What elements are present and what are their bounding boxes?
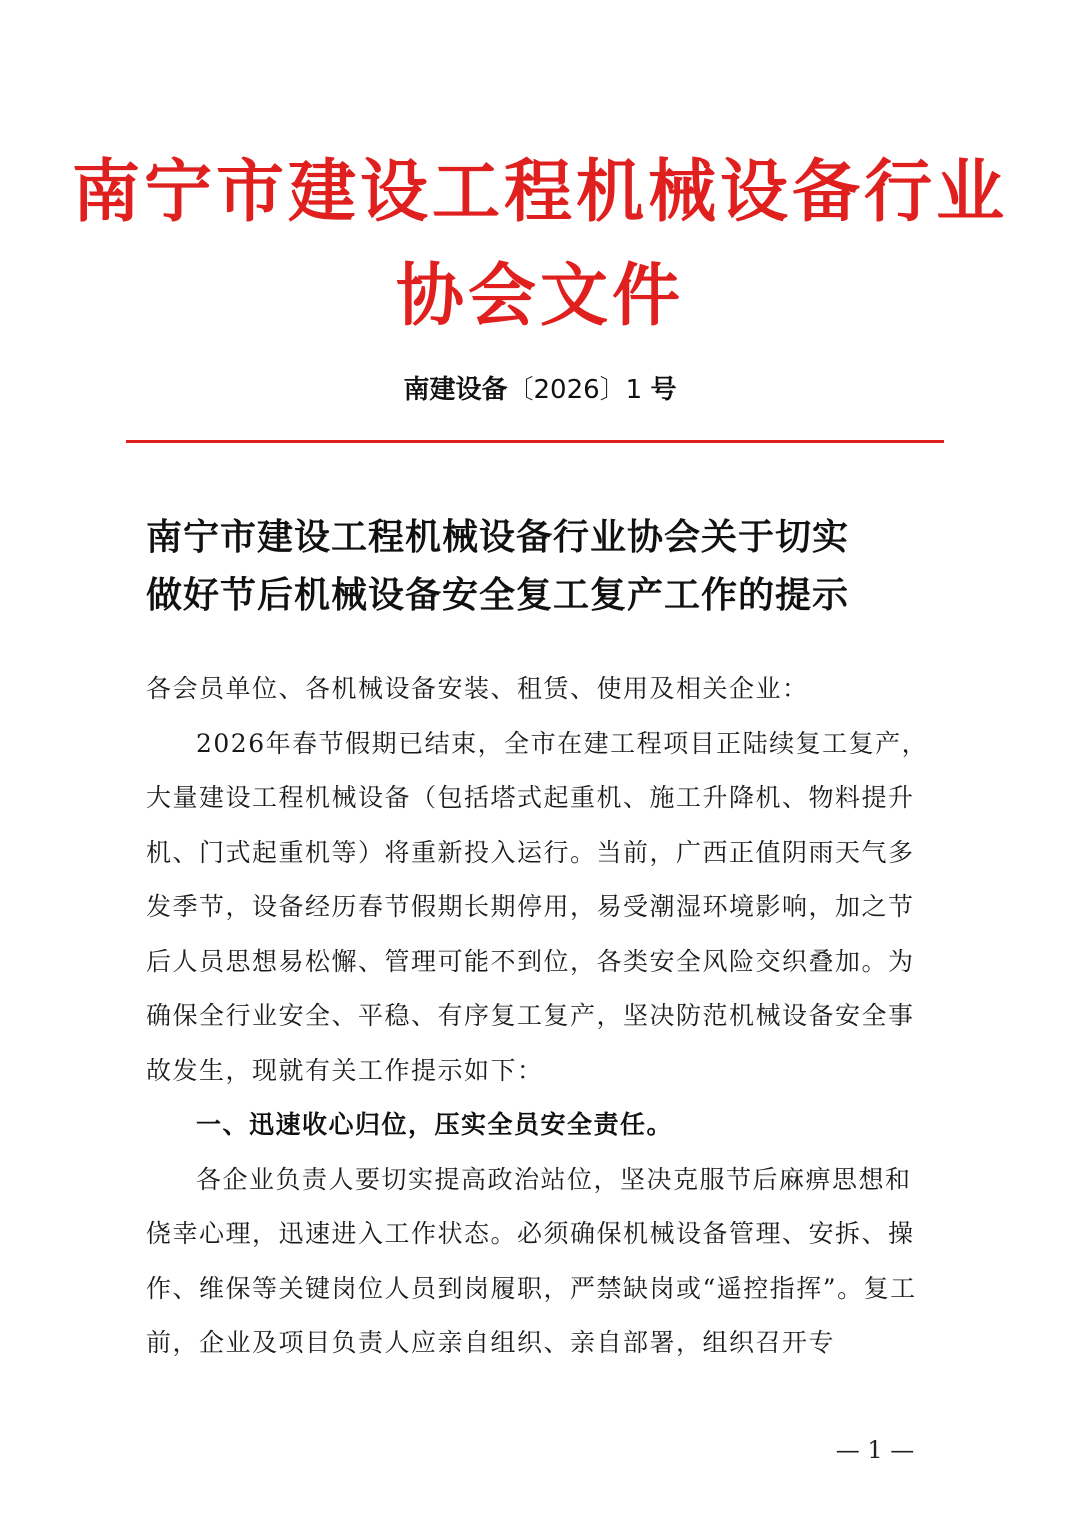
document-title <box>146 508 946 624</box>
section-heading: 一、迅速收心归位，压实全员安全责任。 <box>196 1110 674 1139</box>
document-number <box>0 368 1080 412</box>
doc-number-suffix: 号 <box>650 375 677 405</box>
issuer-title <box>0 140 1080 348</box>
document-title-line2: 做好节后机械设备安全复工复产工作的提示 <box>146 574 850 616</box>
doc-number-prefix: 南建设备 <box>403 375 508 405</box>
section-paragraph: 各企业负责人要切实提高政治站位，坚决克服节后麻痹思想和侥幸心理，迅速进入工作状态。必须确保机械设备管理、安拆、操作、维保等关键岗位人员到岗履职，严禁缺岗或“遥控指挥”。复工前，企业及项目负责人应亲自组织、亲自部署，组织召开专 <box>146 1164 917 1357</box>
salutation: 各会员单位、各机械设备安装、租赁、使用及相关企业： <box>146 674 809 703</box>
document-body <box>146 662 936 1371</box>
intro-paragraph: 2026年春节假期已结束，全市在建工程项目正陆续复工复产，大量建设工程机械设备（包括塔式起重机、施工升降机、物料提升机、门式起重机等）将重新投入运行。当前，广西正值阴雨天气多发季节，设备经历春节假期长期停用，易受潮湿环境影响，加之节后人员思想易松懈、管理可能不到位，各类安全风险交织叠加。为确保全行业安全、平稳、有序复工复产，坚决防范机械设备安全事故发生，现就有关工作提示如下： <box>146 728 929 1085</box>
document-header <box>0 140 1080 348</box>
doc-number-year: 〔2026〕1 <box>507 375 643 405</box>
red-divider <box>126 440 944 443</box>
issuer-title-line1: 南宁市建设工程机械设备行业 <box>71 152 1008 232</box>
page-number: — 1 — <box>835 1436 915 1464</box>
issuer-title-line2: 协会文件 <box>395 256 684 336</box>
document-title-line1: 南宁市建设工程机械设备行业协会关于切实 <box>146 516 850 558</box>
